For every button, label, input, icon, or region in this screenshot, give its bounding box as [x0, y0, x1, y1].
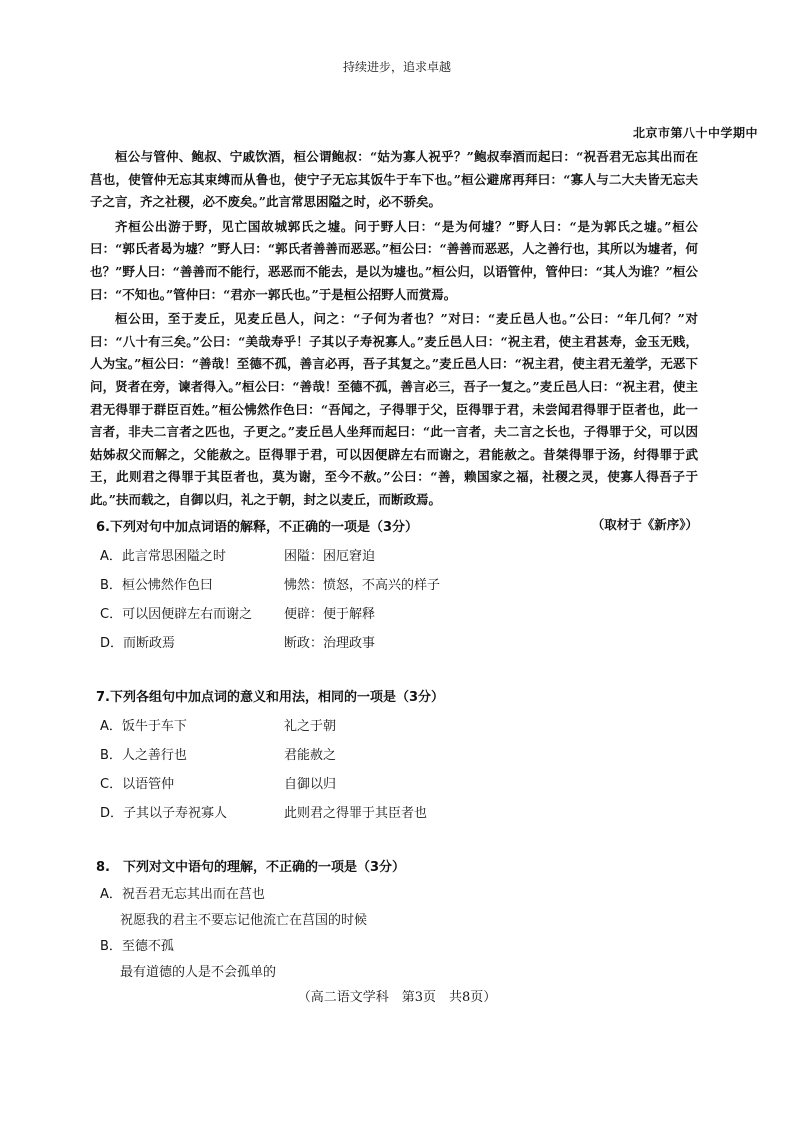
questions-section [96, 514, 716, 986]
option-compare: 此则君之得罪于其臣者也 [284, 806, 428, 821]
option-text: C．可以因便辟左右而谢之 [100, 607, 253, 622]
question-stem: 7.下列各组句中加点词的意义和用法，相同的一项是（3分） [96, 690, 445, 705]
option-d [96, 629, 716, 658]
option-c [96, 770, 716, 799]
option-explanation: 怫然：愤怒，不高兴的样子 [284, 578, 441, 593]
option-explanation: 断政：治理政事 [284, 636, 376, 651]
option-c [96, 600, 716, 629]
page-header-motto: 持续进步，追求卓越 [342, 60, 451, 74]
option-text: C．以语管仲 [100, 777, 175, 792]
question-6 [96, 514, 716, 658]
option-explanation: 便辟：便于解释 [284, 607, 376, 622]
school-mark: 北京市第八十中学期中 [632, 126, 758, 140]
page-footer: （高二语文学科 第3页 共8页） [297, 990, 497, 1005]
option-a-translation: 祝愿我的君主不要忘记他流亡在莒国的时候 [120, 913, 368, 928]
reading-passage [90, 146, 698, 536]
question-stem: 8. 下列对文中语句的理解，不正确的一项是（3分） [96, 860, 406, 875]
option-text: A．此言常思困隘之时 [100, 549, 226, 564]
option-a [96, 712, 716, 741]
option-explanation: 困隘：困厄窘迫 [284, 549, 376, 564]
question-8 [96, 854, 716, 986]
spacer [96, 658, 716, 684]
question-stem: 6.下列对句中加点词语的解释，不正确的一项是（3分） [96, 520, 419, 535]
option-text: A．饭牛于车下 [100, 719, 187, 734]
passage-paragraph: 桓公与管仲、鲍叔、宁戚饮酒，桓公谓鲍叔：“姑为寡人祝乎？”鲍叔奉酒而起曰：“祝吾君无忘其出而在莒也，使管仲无忘其束缚而从鲁也，使宁子无忘其饭牛于车下也。”桓公避席再拜曰：“寡人与二大夫皆无忘夫子之言，齐之社稷，必不废矣。”此言常思困隘之时，必不骄矣。 [90, 149, 698, 210]
option-compare: 礼之于朝 [284, 719, 337, 734]
option-b [96, 741, 716, 770]
option-text: D．子其以子寿祝寡人 [100, 806, 228, 821]
passage-paragraph: 齐桓公出游于野，见亡国故城郭氏之墟。问于野人曰：“是为何墟？”野人曰：“是为郭氏之墟。”桓公曰：“郭氏者曷为墟？”野人曰：“郭氏者善善而恶恶。”桓公曰：“善善而恶恶，人之善行也，其所以为墟者，何也？”野人曰：“善善而不能行，恶恶而不能去，是以为墟也。”桓公归，以语管仲，管仲曰：“其人为谁？”桓公曰：“不知也。”管仲曰：“君亦一郭氏也。”于是桓公招野人而赏焉。 [90, 218, 698, 302]
option-compare: 君能赦之 [284, 748, 337, 763]
option-b-translation: 最有道德的人是不会孤单的 [120, 965, 277, 980]
option-a-original: A．祝吾君无忘其出而在莒也 [100, 887, 265, 902]
option-compare: 自御以归 [284, 777, 337, 792]
passage-source: （取材于《新序》） [591, 516, 698, 532]
option-text: B．人之善行也 [100, 748, 187, 763]
option-d [96, 799, 716, 828]
spacer [96, 828, 716, 854]
passage-paragraph: 桓公田，至于麦丘，见麦丘邑人，问之：“子何为者也？”对曰：“麦丘邑人也。”公曰：“年几何？”对曰：“八十有三矣。”公曰：“美哉寿乎！子其以子寿祝寡人。”麦丘邑人曰：“祝主君，使主君甚寿，金玉无贱，人为宝。”桓公曰：“善哉！至德不孤，善言必再，吾子其复之。”麦丘邑人曰：“祝主君，使主君无羞学，无恶下问，贤者在旁，谏者得入。”桓公曰：“善哉！至德不孤，善言必三，吾子一复之。”麦丘邑人曰：“祝主君，使主君无得罪于群臣百姓。”桓公怫然作色曰：“吾闻之，子得罪于父，臣得罪于君，未尝闻君得罪于臣者也，此一言者，非夫二言者之匹也，子更之。”麦丘邑人坐拜而起曰：“此一言者，夫二言之长也，子得罪于父，可以因姑姊叔父而解之，父能赦之。臣得罪于君，可以因便辟左右而谢之，君能赦之。昔桀得罪于汤，纣得罪于武王，此则君之得罪于其臣者也，莫为谢，至今不赦。”公曰：“善，赖国家之福，社稷之灵，使寡人得吾子于此。”扶而载之，自御以归，礼之于朝，封之以麦丘，而断政焉。 [90, 311, 698, 507]
option-a [96, 542, 716, 571]
option-text: B．桓公怫然作色曰 [100, 578, 213, 593]
option-b-original: B．至德不孤 [100, 939, 174, 954]
question-7 [96, 684, 716, 828]
option-b [96, 571, 716, 600]
option-text: D．而断政焉 [100, 636, 176, 651]
